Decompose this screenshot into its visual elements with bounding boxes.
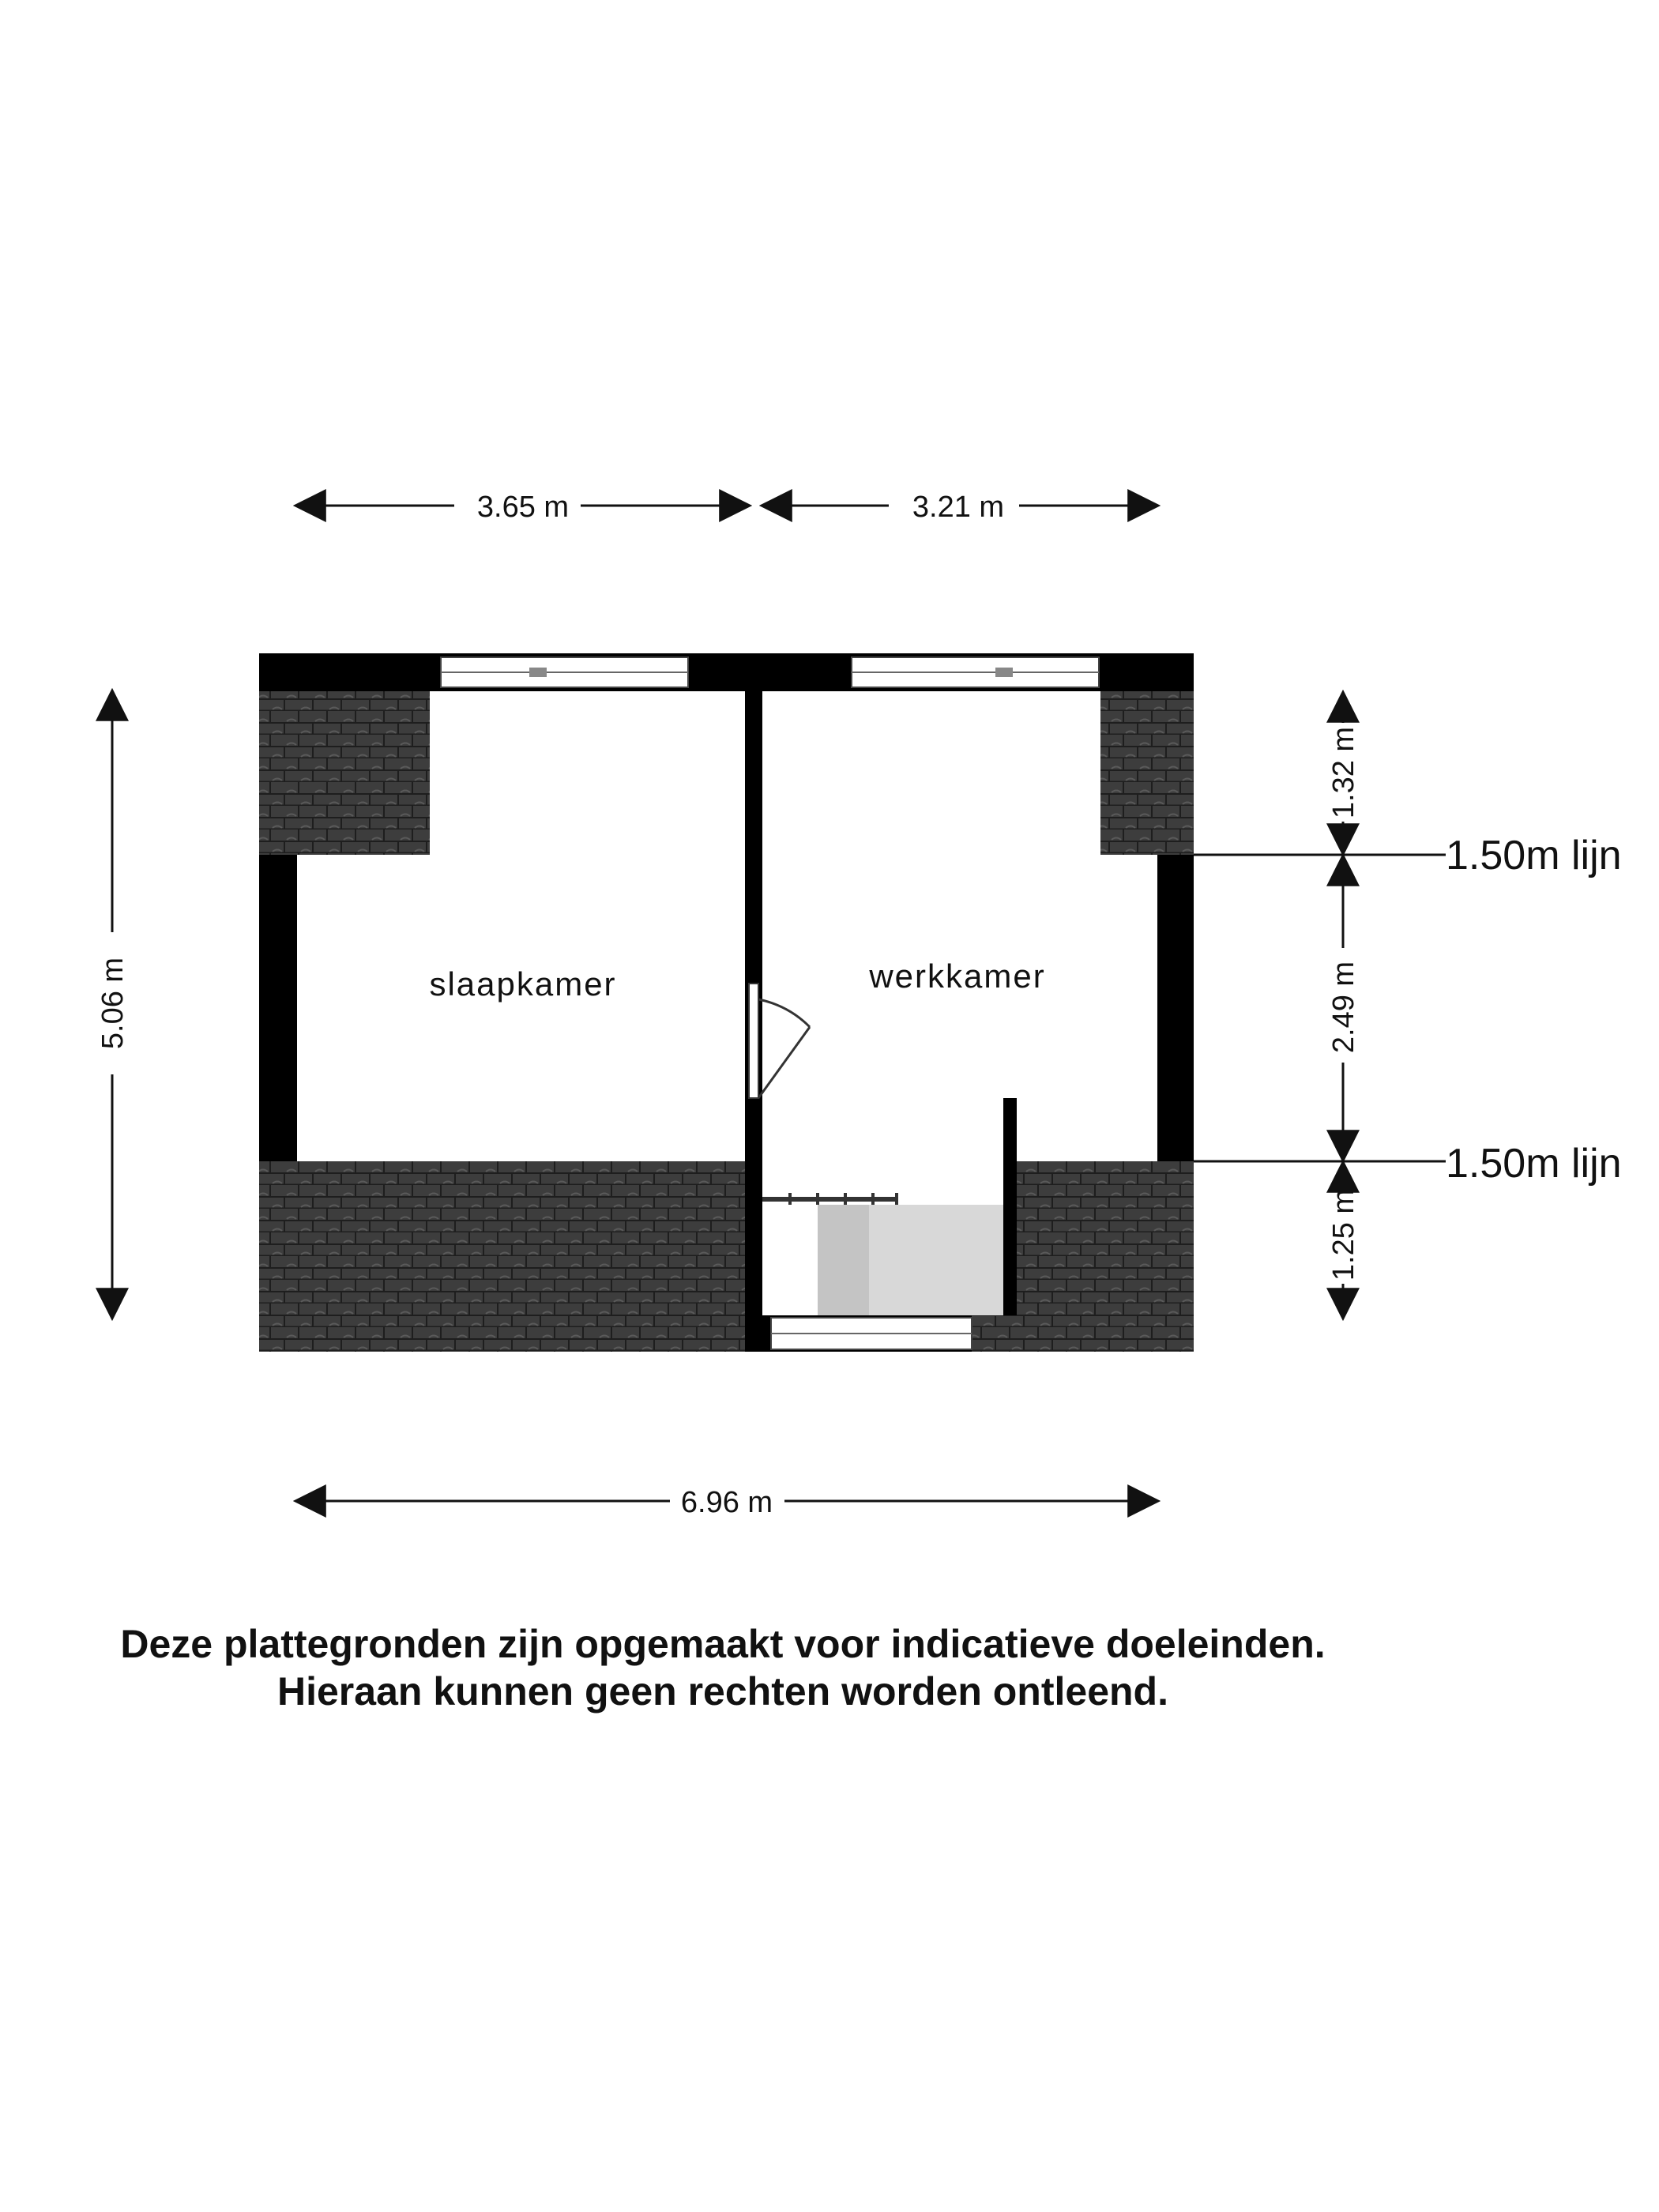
window-top-right <box>852 657 1099 687</box>
dimension-label-right-middle: 2.49 m <box>1327 961 1360 1054</box>
room-label-werkkamer: werkkamer <box>869 957 1046 995</box>
dimension-left <box>96 691 130 1318</box>
window-top-left <box>441 657 688 687</box>
dimension-label-bottom: 6.96 m <box>680 1486 773 1519</box>
dimension-label-top-right: 3.21 m <box>912 491 1005 524</box>
height-line-upper <box>1194 833 1622 878</box>
dimension-top-left <box>296 491 749 524</box>
dimension-label-left: 5.06 m <box>96 957 130 1050</box>
dimension-right-top <box>1327 693 1360 853</box>
interior-wall <box>745 691 762 984</box>
disclaimer-line-2: Hieraan kunnen geen rechten worden ontleend. <box>277 1669 1168 1714</box>
dimension-top-right <box>762 491 1157 524</box>
room-label-slaapkamer: slaapkamer <box>429 965 617 1003</box>
dimension-label-top-left: 3.65 m <box>476 491 570 524</box>
window-bottom <box>771 1318 972 1349</box>
dimension-right-bottom <box>1327 1163 1360 1318</box>
dimension-bottom <box>296 1486 1157 1519</box>
dimension-label-right-top: 1.32 m <box>1327 726 1360 819</box>
height-line-label-lower: 1.50m lijn <box>1446 1141 1622 1187</box>
height-line-label-upper: 1.50m lijn <box>1446 833 1622 878</box>
dimension-label-right-bottom: 1.25 m <box>1327 1188 1360 1281</box>
disclaimer-line-1: Deze plattegronden zijn opgemaakt voor indicatieve doeleinden. <box>120 1622 1326 1666</box>
dimension-right-middle <box>1327 856 1360 1160</box>
height-line-lower <box>1194 1141 1622 1187</box>
